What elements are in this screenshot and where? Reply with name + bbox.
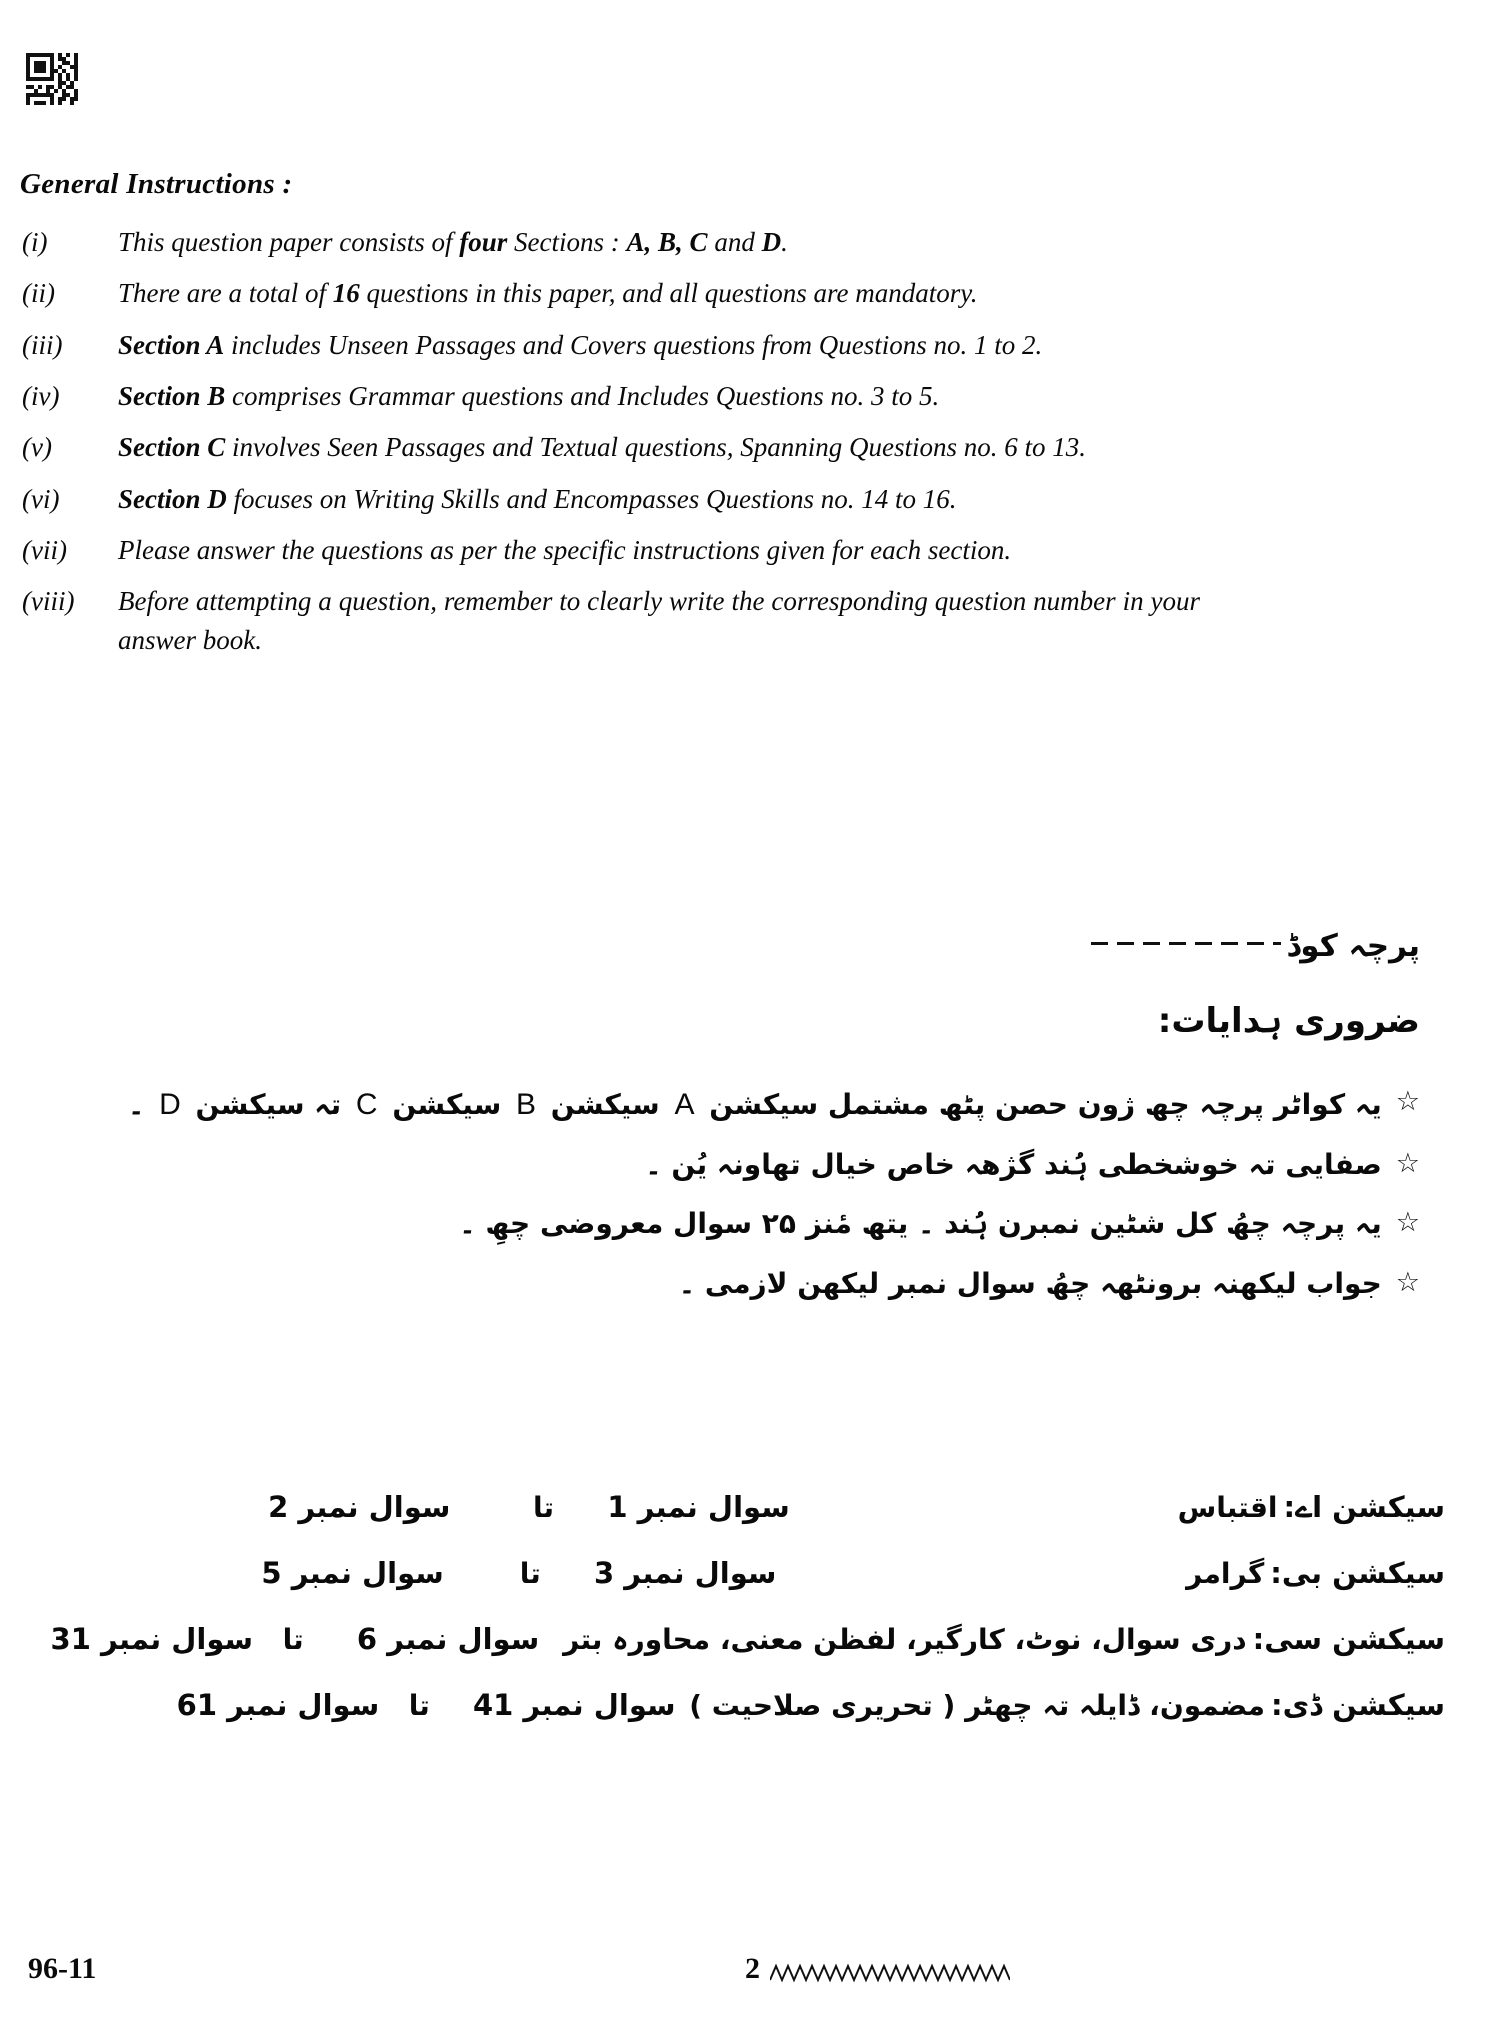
star-bullet-icon: ☆ [1395, 1148, 1420, 1178]
instruction-text [118, 274, 1200, 312]
instruction-emphasis: 16 [332, 278, 360, 309]
english-instruction-item [20, 223, 1200, 261]
section-name: سیکشن اے: [1283, 1490, 1445, 1524]
section-question-from: سوال نمبر 6 [356, 1622, 540, 1656]
instruction-text [118, 480, 1200, 518]
urdu-instruction-text [645, 1147, 1382, 1183]
urdu-instruction-text [128, 1085, 1382, 1124]
english-instruction-item [20, 480, 1200, 518]
section-name: سیکشن سی: [1252, 1622, 1445, 1656]
instruction-span: Please answer the questions as per the specific instructions given for each section. [118, 534, 1012, 565]
instruction-emphasis: Section A [118, 329, 225, 360]
instruction-emphasis: D [761, 227, 782, 257]
urdu-instruction-item [200, 1147, 1420, 1183]
instruction-span: comprises Grammar questions and Includes Questions no. 3 to 5. [225, 380, 940, 411]
urdu-instruction-text [679, 1266, 1382, 1302]
section-range-connector: تا [519, 1557, 541, 1590]
instruction-span: includes Unseen Passages and Covers questions from Questions no. 1 to 2. [224, 329, 1043, 360]
qr-code [26, 53, 78, 105]
paper-code-footer: 96-11 [28, 1952, 97, 1985]
instruction-number: (viii) [22, 586, 75, 617]
section-question-to: سوال نمبر 2 [268, 1490, 451, 1524]
section-description: اقتباس [1177, 1491, 1278, 1524]
section-name: سیکشن بی: [1270, 1556, 1445, 1590]
urdu-text-span: یہ پرچہ چھُ کل شٹین نمبرن ہُند ۔ یتھ مٔنز ٢۵ سوال معروضی چھِ ۔ [459, 1207, 1382, 1241]
section-range-connector: تا [408, 1689, 430, 1722]
urdu-text-span: سیکشن [550, 1088, 660, 1121]
urdu-instructions-heading: ضروری ہدایات: [1157, 1001, 1420, 1041]
instruction-text [118, 531, 1200, 569]
section-letter: A [674, 1088, 695, 1121]
english-instruction-item [20, 428, 1200, 466]
star-bullet-icon: ☆ [1395, 1266, 1420, 1297]
section-summary-table [50, 1490, 1445, 1754]
instruction-text [118, 326, 1200, 364]
section-range-connector: تا [533, 1491, 555, 1524]
general-instructions-heading: General Instructions : [20, 168, 293, 200]
instruction-number: (iii) [22, 329, 63, 360]
instruction-number: (vii) [22, 534, 67, 565]
star-bullet-icon: ☆ [1395, 1207, 1420, 1238]
instruction-span: Sections : [507, 227, 627, 257]
section-question-to: سوال نمبر 5 [261, 1556, 444, 1590]
instruction-emphasis: four [459, 227, 508, 257]
instruction-emphasis: Section D [118, 483, 227, 514]
zigzag-mark [770, 1962, 1010, 1986]
english-instruction-item [20, 274, 1200, 312]
urdu-instruction-text [459, 1206, 1382, 1242]
paper-code-dashed-blank [1091, 942, 1281, 945]
section-letter: D [159, 1088, 181, 1121]
instruction-span: questions in this paper, and all questions are mandatory. [359, 278, 978, 309]
english-instruction-item [20, 531, 1200, 569]
urdu-text-span: تہ سیکشن [195, 1088, 342, 1121]
instruction-number: (ii) [22, 278, 55, 309]
english-instruction-item [20, 377, 1200, 415]
instruction-number: (iv) [22, 380, 60, 411]
instruction-span: focuses on Writing Skills and Encompasses Questions no. 14 to 16. [226, 483, 957, 514]
section-question-from: سوال نمبر 14 [472, 1688, 676, 1722]
page-footer [0, 1952, 1505, 1998]
instruction-emphasis: Section C [118, 432, 226, 463]
urdu-instruction-item [200, 1206, 1420, 1242]
instruction-span: Before attempting a question, remember to clearly write the corresponding question number in your answer book. [118, 586, 1200, 655]
instruction-emphasis: Section B [118, 380, 226, 411]
section-question-to: سوال نمبر 13 [50, 1622, 254, 1656]
paper-code-line [800, 928, 1420, 964]
urdu-instruction-item [127, 1085, 1420, 1124]
section-description: دری سوال، نوٹ، کارگیر، لفظن معنی، محاورہ بتر [563, 1623, 1247, 1656]
instruction-span: and [707, 227, 762, 257]
urdu-text-span: جواب لیکھنہ برونٹھہ چھُ سوال نمبر لیکھن لازمی ۔ [678, 1266, 1382, 1300]
instruction-text [118, 223, 1200, 261]
section-question-from: سوال نمبر 1 [607, 1490, 790, 1524]
english-instruction-list [20, 223, 1200, 659]
instruction-emphasis: A, B, C [626, 227, 708, 257]
urdu-text-span: سیکشن [392, 1088, 502, 1121]
urdu-instruction-item [200, 1266, 1420, 1302]
section-row [215, 1556, 1445, 1590]
urdu-text-span: صفایی تہ خوشخطی ہُند گژھہ خاص خیال تھاونہ یُن ۔ [645, 1148, 1382, 1181]
section-description: گرامر [1186, 1557, 1265, 1590]
paper-code-label: پرچہ کوڈ [1286, 928, 1420, 964]
instruction-text [118, 428, 1200, 466]
section-question-from: سوال نمبر 3 [594, 1556, 777, 1590]
urdu-instruction-list [127, 1085, 1420, 1325]
page-number: 2 [745, 1952, 760, 1985]
english-instruction-item [20, 582, 1200, 659]
english-instruction-item [20, 326, 1200, 364]
section-row [50, 1622, 1445, 1656]
section-name: سیکشن ڈی: [1270, 1688, 1445, 1722]
instruction-span: involves Seen Passages and Textual questions, Spanning Questions no. 6 to 13. [225, 432, 1086, 463]
instruction-number: (i) [22, 227, 48, 257]
english-instructions-block [20, 168, 1200, 672]
section-description: مضمون، ڈایلہ تہ چھٹر ( تحریری صلاحیت ) [689, 1689, 1265, 1722]
section-row [215, 1490, 1445, 1524]
instruction-number: (vi) [22, 483, 60, 514]
instruction-number: (v) [22, 432, 52, 463]
section-row [176, 1688, 1445, 1722]
section-letter: C [355, 1088, 378, 1121]
urdu-text-span: یہ کواٹر پرچہ چھ ژون حصن پٹھ مشتمل سیکشن [709, 1088, 1382, 1121]
instruction-span: This question paper consists of [118, 227, 460, 257]
section-question-to: سوال نمبر 16 [176, 1688, 380, 1722]
instruction-span: There are a total of [118, 278, 333, 309]
section-letter: B [516, 1088, 537, 1121]
urdu-text-span: ۔ [127, 1088, 145, 1121]
star-bullet-icon: ☆ [1395, 1086, 1420, 1116]
instruction-text [118, 377, 1200, 415]
section-range-connector: تا [282, 1623, 304, 1656]
instruction-span: . [781, 227, 788, 257]
instruction-text [118, 582, 1200, 659]
